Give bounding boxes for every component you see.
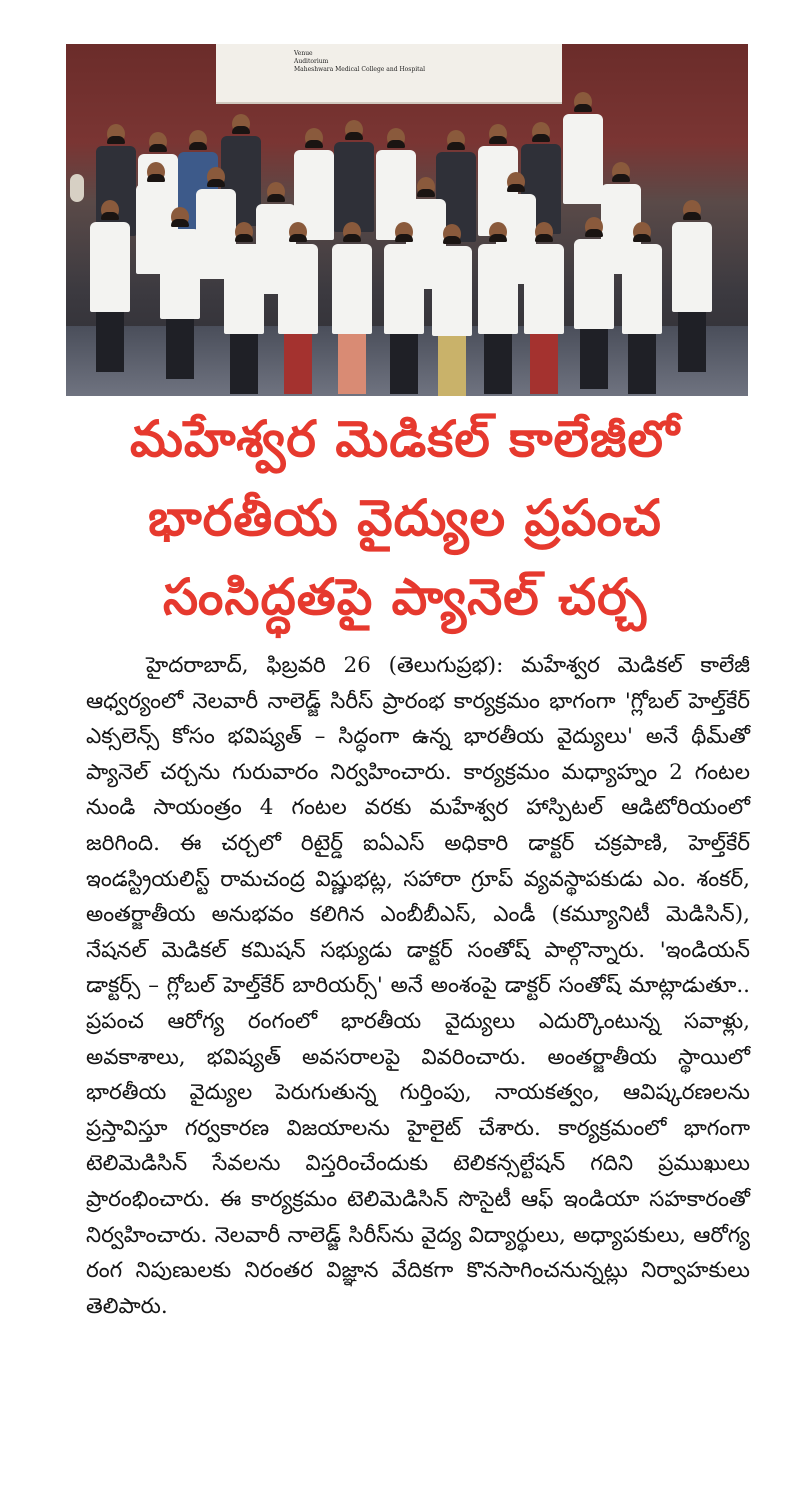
headline-line-1: మహేశ్వర మెడికల్ కాలేజీలో [130, 410, 680, 468]
venue-label: Venue [294, 50, 313, 57]
headline-line-2: భారతీయ వైద్యుల ప్రపంచ [148, 489, 662, 547]
person [432, 236, 472, 396]
person [478, 234, 518, 394]
person [384, 234, 424, 394]
person [334, 132, 374, 232]
person [574, 229, 614, 389]
person [332, 234, 372, 394]
person [224, 234, 264, 394]
person [672, 212, 712, 372]
person [622, 234, 662, 394]
person [90, 212, 130, 372]
venue-caption [294, 50, 484, 74]
group-photo [66, 44, 748, 396]
college-logo [70, 174, 84, 202]
person [563, 104, 603, 204]
projection-screen [216, 44, 562, 104]
person [160, 219, 200, 379]
person [278, 234, 318, 394]
venue-hall: Auditorium [294, 58, 329, 65]
headline-line-3: సంసిద్ధతపై ప్యానెల్ చర్చ [162, 568, 648, 626]
venue-name: Maheshwara Medical College and Hospital [294, 66, 426, 73]
article-body: హైదరాబాద్, ఫిబ్రవరి 26 (తెలుగుప్రభ): మహేశ్వర మెడికల్ కాలేజీ ఆధ్వర్యంలో నెలవారీ నాలెడ్జ్ సిరీస్ ప్రారంభ కార్యక్రమం భాగంగా 'గ్లోబల్ హెల్త్‌కేర్ ఎక్సలెన్స్ కోసం భవిష్యత్ – సిద్ధంగా ఉన్న భారతీయ వైద్యులు' అనే థీమ్‌తో ప్యానెల్ చర్చను గురువారం నిర్వహించారు. కార్యక్రమం మధ్యాహ్నం 2 గంటల నుండి సాయంత్రం 4 గంటల వరకు మహేశ్వర హాస్పిటల్ ఆడిటోరియంలో జరిగింది. ఈ చర్చలో రిటైర్డ్ ఐఏఎస్ అధికారి డాక్టర్ చక్రపాణి, హెల్త్‌కేర్ ఇండస్ట్రియలిస్ట్ రామచంద్ర విష్ణుభట్ల, సహారా గ్రూప్ వ్యవస్థాపకుడు ఎం. శంకర్, అంతర్జాతీయ అనుభవం కలిగిన ఎంబీబీఎస్, ఎండీ (కమ్యూనిటీ మెడిసిన్), నేషనల్ మెడికల్ కమిషన్ సభ్యుడు డాక్టర్ సంతోష్ పాల్గొన్నారు. 'ఇండియన్ డాక్టర్స్ – గ్లోబల్ హెల్త్‌కేర్ బారియర్స్' అనే అంశంపై డాక్టర్ సంతోష్ మాట్లాడుతూ.. ప్రపంచ ఆరోగ్య రంగంలో భారతీయ వైద్యులు ఎదుర్కొంటున్న సవాళ్లు, అవకాశాలు, భవిష్యత్ అవసరాలపై వివరించారు. అంతర్జాతీయ స్థాయిలో భారతీయ వైద్యుల పెరుగుతున్న గుర్తింపు, నాయకత్వం, ఆవిష్కరణలను ప్రస్తావిస్తూ గర్వకారణ విజయాలను హైలైట్ చేశారు. కార్యక్రమంలో భాగంగా టెలిమెడిసిన్ సేవలను విస్తరించేందుకు టెలికన్సల్టేషన్ గదిని ప్రముఖులు ప్రారంభించారు. ఈ కార్యక్రమం టెలిమెడిసిన్ సొసైటీ ఆఫ్ ఇండియా సహకారంతో నిర్వహించారు. నెలవారీ నాలెడ్జ్ సిరీస్‌ను వైద్య విద్యార్థులు, అధ్యాపకులు, ఆరోగ్య రంగ నిపుణులకు నిరంతర విజ్ఞాన వేదికగా కొనసాగించనున్నట్లు నిర్వాహకులు తెలిపారు. [86, 653, 750, 1319]
person [524, 234, 564, 394]
